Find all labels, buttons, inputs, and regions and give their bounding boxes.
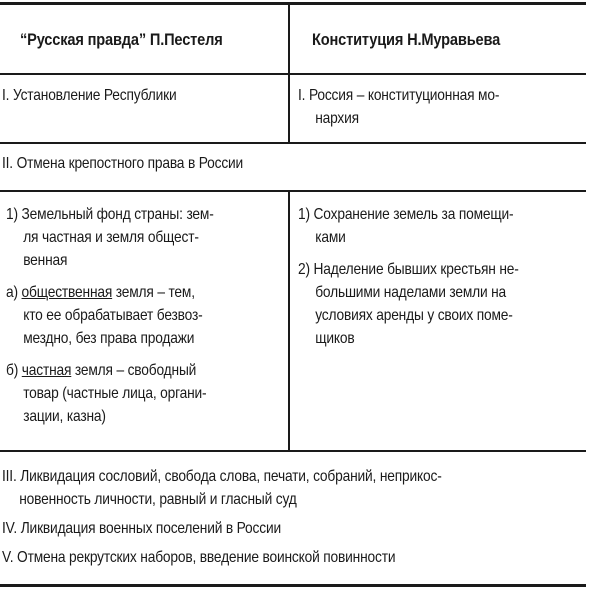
estates-abolition-line: новенность личности, равный и гласный суд	[19, 491, 297, 508]
row4-block	[2, 465, 442, 569]
public-land-line: а) общественная земля – тем,	[6, 284, 195, 301]
header-right: Конституция Н.Муравьева	[312, 30, 501, 49]
public-land-line: мездно, без права продажи	[23, 330, 195, 347]
land-fund-line: ля частная и земля общест-	[23, 229, 199, 246]
row1-left: I. Установление Республики	[2, 87, 177, 104]
row1-right-line: нархия	[315, 110, 359, 127]
private-land-line: б) частная земля – свободный	[6, 362, 197, 379]
row1-right-line: I. Россия – конституционная мо-	[298, 87, 500, 104]
row2-text: II. Отмена крепостного права в России	[2, 155, 244, 172]
land-fund-line: венная	[23, 252, 68, 269]
header-divider	[0, 73, 586, 75]
table-bottom-border	[0, 584, 586, 587]
table-top-border	[0, 2, 586, 5]
allotment-line: щиков	[315, 330, 355, 347]
row1-right	[298, 84, 499, 130]
row3-left	[6, 203, 214, 428]
public-land-term: общественная	[21, 284, 113, 301]
land-fund-line: 1) Земельный фонд страны: зем-	[6, 206, 214, 223]
row1-divider	[0, 142, 586, 144]
column-divider-top	[288, 4, 290, 144]
row3-right	[298, 203, 519, 350]
row2-divider	[0, 190, 586, 192]
allotment-line: условиях аренды у своих поме-	[315, 307, 513, 324]
allotment-line: большими наделами земли на	[315, 284, 507, 301]
column-divider-middle	[288, 191, 290, 451]
private-land-term: частная	[21, 362, 72, 379]
row3-divider	[0, 450, 586, 452]
public-land-line: кто ее обрабатывает безвоз-	[23, 307, 203, 324]
retain-lands-line: 1) Сохранение земель за помещи-	[298, 206, 514, 223]
retain-lands-line: ками	[315, 229, 346, 246]
recruitment-line: V. Отмена рекрутских наборов, введение воинской повинности	[2, 549, 396, 566]
settlements-line: IV. Ликвидация военных поселений в России	[2, 520, 281, 537]
estates-abolition-line: III. Ликвидация сословий, свобода слова, печати, собраний, неприкос-	[2, 468, 442, 485]
private-land-line: зации, казна)	[23, 408, 106, 425]
header-left: “Русская правда” П.Пестеля	[20, 30, 223, 49]
allotment-line: 2) Наделение бывших крестьян не-	[298, 261, 519, 278]
private-land-line: товар (частные лица, органи-	[23, 385, 207, 402]
